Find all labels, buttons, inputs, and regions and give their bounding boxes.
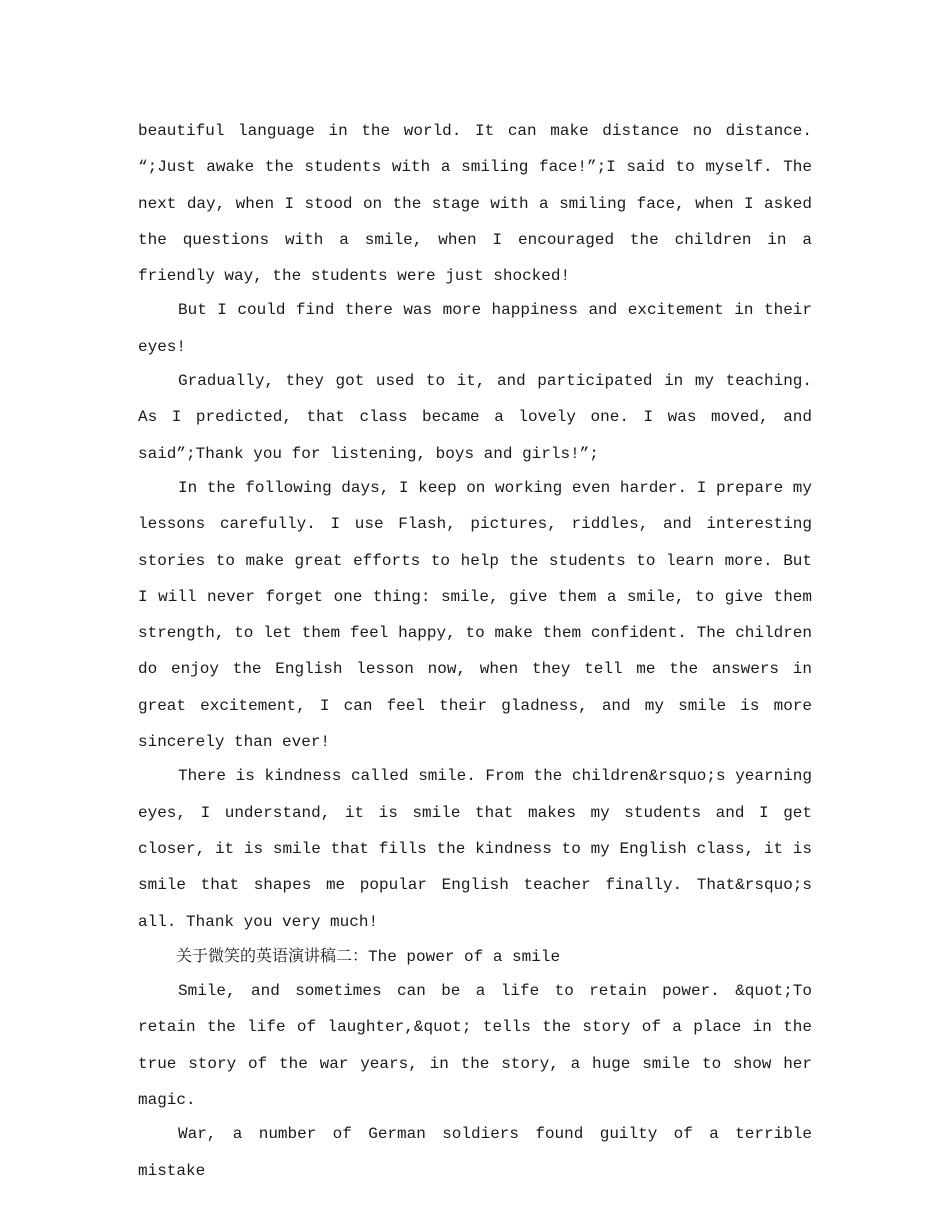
section-heading-en: The power of a smile xyxy=(368,947,561,966)
section-heading-zh: 关于微笑的英语演讲稿二： xyxy=(176,945,369,965)
paragraph: beautiful language in the world. It can make distance no distance. “;Just awake the students with a smiling face!”;I said to myself. The next day, when I stood on the stage with a smiling face, when I asked the questions with a smile, when I encouraged the children in a friendly way, the students were just shocked! xyxy=(138,122,812,286)
paragraph: There is kindness called smile. From the children&rsquo;s yearning eyes, I understand, it is smile that makes my students and I get closer, it is smile that fills the kindness to my English class, it is smile that shapes me popular English teacher finally. That&rsquo;s all. Thank you very much! xyxy=(138,767,812,931)
paragraph: In the following days, I keep on working even harder. I prepare my lessons carefully. I use Flash, pictures, riddles, and interesting stories to make great efforts to help the students to learn more. But I will never forget one thing: smile, give them a smile, to give them strength, to let them feel happy, to make them confident. The children do enjoy the English lesson now, when they tell me the answers in great excitement, I can feel their gladness, and my smile is more sincerely than ever! xyxy=(138,478,812,752)
document-page xyxy=(138,113,812,1187)
paragraph: Smile, and sometimes can be a life to retain power. &quot;To retain the life of laughter,&quot; tells the story of a place in the true story of the war years, in the story, a huge smile to show her magic. xyxy=(138,982,812,1110)
paragraph: Gradually, they got used to it, and participated in my teaching. As I predicted, that class became a lovely one. I was moved, and said”;Thank you for listening, boys and girls!”; xyxy=(138,372,812,463)
paragraph: War, a number of German soldiers found guilty of a terrible mistake xyxy=(138,1125,812,1180)
paragraph: But I could find there was more happiness and excitement in their eyes! xyxy=(138,301,812,356)
section-heading xyxy=(138,938,812,975)
